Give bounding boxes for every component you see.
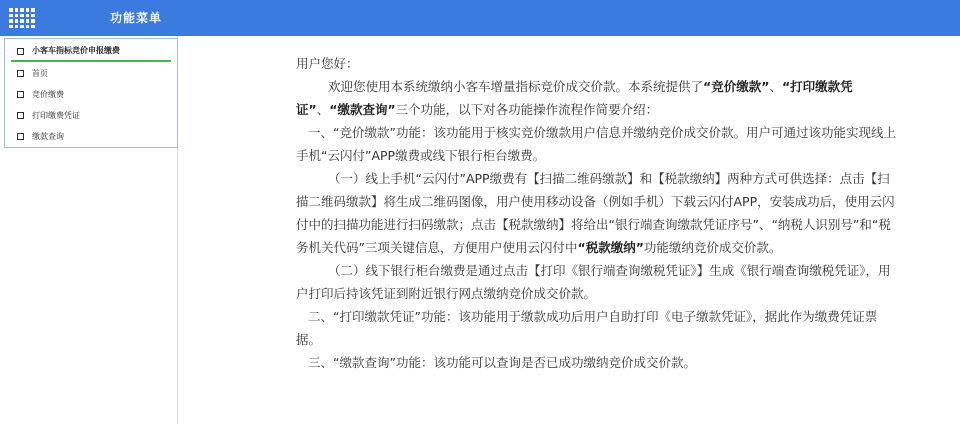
sidebar-item-home[interactable] <box>5 63 177 84</box>
sidebar-item-label: 缴款查询 <box>32 131 64 141</box>
intro-print-voucher-highlight: “打印缴款凭证” <box>296 79 853 117</box>
section-online-payment <box>296 167 896 259</box>
intro-text: 、 <box>316 102 330 117</box>
square-icon <box>17 112 24 119</box>
top-bar <box>0 0 960 36</box>
greeting: 用户您好： <box>296 56 359 71</box>
section-bid-payment: 一、“竞价缴款”功能：该功能用于核实竞价缴款用户信息并缴纳竞价成交价款。用户可通过该功能实现线上手机“云闪付”APP缴费或线下银行柜台缴费。 <box>296 125 896 163</box>
intro-paragraph <box>296 75 896 121</box>
intro-text: 欢迎您使用本系统缴纳小客车增量指标竞价成交价款。本系统提供了 <box>328 79 704 94</box>
sidebar-item-bid-payment[interactable] <box>5 84 177 105</box>
square-icon <box>17 91 24 98</box>
sidebar-item-bid-payment-application[interactable] <box>5 39 177 63</box>
intro-bid-payment-highlight: “竞价缴款” <box>703 79 770 94</box>
function-menu <box>4 38 178 148</box>
sidebar <box>0 36 178 424</box>
sidebar-item-payment-query[interactable] <box>5 126 177 147</box>
section-print-voucher: 二、“打印缴款凭证”功能：该功能用于缴款成功后用户自助打印《电子缴款凭证》，据此作为缴费凭证票据。 <box>296 309 878 347</box>
tax-payment-highlight: “税款缴纳” <box>577 240 644 255</box>
square-icon <box>17 48 24 55</box>
sidebar-item-label: 首页 <box>32 68 48 78</box>
section-payment-query: 三、“缴款查询”功能：该功能可以查询是否已成功缴纳竞价成交价款。 <box>308 355 696 370</box>
sidebar-item-label: 打印缴费凭证 <box>32 110 80 120</box>
menu-title: 功能菜单 <box>110 11 163 25</box>
sidebar-item-label: 竞价缴费 <box>32 89 64 99</box>
square-icon <box>17 133 24 140</box>
intro-content <box>296 52 896 374</box>
online-payment-text: 功能缴纳竞价成交价款。 <box>643 240 782 255</box>
sidebar-item-print-voucher[interactable] <box>5 105 177 126</box>
section-offline-payment: （二）线下银行柜台缴费是通过点击【打印《银行端查询缴税凭证》】生成《银行端查询缴税凭证》，用户打印后持该凭证到附近银行网点缴纳竞价成交价款。 <box>296 263 891 301</box>
intro-text: 、 <box>769 79 782 94</box>
intro-payment-query-highlight: “缴款查询” <box>329 102 396 117</box>
square-icon <box>17 70 24 77</box>
intro-text: 三个功能，以下对各功能操作流程作简要介绍： <box>395 102 659 117</box>
sidebar-item-label: 小客车指标竞价申报缴费 <box>32 46 120 55</box>
online-payment-text: （一）线上手机“云闪付”APP缴费有【扫描二维码缴款】和【税款缴纳】两种方式可供选择：点击【扫描二维码缴款】将生成二维码图像，用户使用移动设备（例如手机）下载云闪付APP，安装成功后，使用云闪付中的扫描功能进行扫码缴款；点击【税款缴纳】将给出“银行端查询缴款凭证序号”、“纳税人识别号”和“税务机关代码”三项关键信息，方便用户使用云闪付中 <box>296 171 895 255</box>
grid-icon[interactable] <box>9 8 35 28</box>
